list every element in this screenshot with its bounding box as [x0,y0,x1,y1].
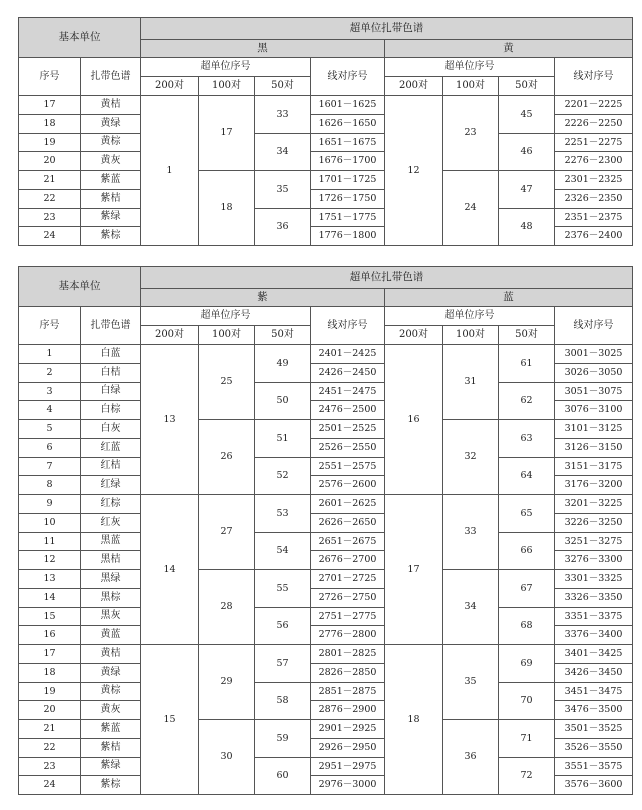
row-tie-color: 红绿 [81,476,141,495]
left-50-pairs-cell: 35 [255,171,311,209]
right-100-pairs-cell: 35 [443,645,499,720]
right-100-pairs-cell: 36 [443,720,499,795]
left-100-pairs-cell: 27 [199,495,255,570]
row-seq: 20 [19,152,81,171]
left-200-pairs-cell: 14 [141,495,199,645]
right-100-pairs-header: 100对 [443,77,499,96]
right-line-pair-range: 2376－2400 [555,227,633,246]
header-row-1 [19,267,633,289]
right-200-pairs-cell: 17 [385,495,443,645]
row-tie-color: 黄绿 [81,114,141,133]
row-seq: 23 [19,757,81,776]
left-line-pair-range: 1651－1675 [311,133,385,152]
left-200-pairs-header: 200对 [141,326,199,345]
table-row [19,720,633,739]
row-tie-color: 紫绿 [81,208,141,227]
super-unit-color-header: 超单位扎带色谱 [141,267,633,289]
left-line-pair-range: 2901－2925 [311,720,385,739]
left-line-pair-range: 2426－2450 [311,363,385,382]
right-50-pairs-cell: 65 [499,495,555,533]
row-tie-color: 紫棕 [81,776,141,795]
row-seq: 6 [19,438,81,457]
right-line-pair-range: 3501－3525 [555,720,633,739]
right-line-pair-range: 3051－3075 [555,382,633,401]
table-row [19,133,633,152]
row-seq: 17 [19,96,81,115]
table-row [19,495,633,514]
header-row-3 [19,307,633,326]
right-50-pairs-cell: 63 [499,420,555,458]
right-200-pairs-cell: 18 [385,645,443,795]
right-line-pair-header: 线对序号 [555,58,633,96]
left-line-pair-range: 2526－2550 [311,438,385,457]
left-50-pairs-cell: 52 [255,457,311,495]
right-100-pairs-cell: 24 [443,171,499,246]
super-unit-color-header: 超单位扎带色谱 [141,18,633,40]
header-row-1 [19,18,633,40]
left-line-pair-range: 2451－2475 [311,382,385,401]
right-50-pairs-cell: 64 [499,457,555,495]
left-50-pairs-cell: 49 [255,345,311,383]
row-seq: 9 [19,495,81,514]
left-200-pairs-cell: 15 [141,645,199,795]
left-50-pairs-cell: 57 [255,645,311,683]
right-line-pair-range: 3151－3175 [555,457,633,476]
right-line-pair-range: 2301－2325 [555,171,633,190]
right-50-pairs-cell: 61 [499,345,555,383]
left-100-pairs-cell: 28 [199,570,255,645]
right-line-pair-range: 3026－3050 [555,363,633,382]
right-line-pair-range: 3451－3475 [555,682,633,701]
right-50-pairs-cell: 45 [499,96,555,134]
row-seq: 5 [19,420,81,439]
left-line-pair-header: 线对序号 [311,58,385,96]
right-200-pairs-cell: 16 [385,345,443,495]
row-seq: 10 [19,513,81,532]
right-100-pairs-cell: 34 [443,570,499,645]
left-50-pairs-cell: 36 [255,208,311,246]
right-line-pair-range: 2326－2350 [555,189,633,208]
right-line-pair-range: 2276－2300 [555,152,633,171]
left-line-pair-range: 2601－2625 [311,495,385,514]
left-line-pair-range: 1776－1800 [311,227,385,246]
left-50-pairs-cell: 54 [255,532,311,570]
right-100-pairs-cell: 23 [443,96,499,171]
row-tie-color: 黄蓝 [81,626,141,645]
left-100-pairs-cell: 26 [199,420,255,495]
row-seq: 21 [19,720,81,739]
left-100-pairs-cell: 30 [199,720,255,795]
left-line-pair-range: 2951－2975 [311,757,385,776]
right-50-pairs-cell: 46 [499,133,555,171]
left-50-pairs-cell: 60 [255,757,311,795]
right-line-pair-range: 3476－3500 [555,701,633,720]
right-50-pairs-cell: 62 [499,382,555,420]
cable-table-2 [18,266,633,795]
left-100-pairs-header: 100对 [199,326,255,345]
row-tie-color: 黑棕 [81,588,141,607]
left-50-pairs-header: 50对 [255,326,311,345]
row-seq: 15 [19,607,81,626]
right-200-pairs-cell: 12 [385,96,443,246]
row-tie-color: 白灰 [81,420,141,439]
row-tie-color: 红桔 [81,457,141,476]
row-seq: 24 [19,227,81,246]
row-seq: 8 [19,476,81,495]
table-row [19,682,633,701]
row-seq: 3 [19,382,81,401]
right-line-pair-range: 3526－3550 [555,738,633,757]
left-line-pair-range: 2551－2575 [311,457,385,476]
header-row-3 [19,58,633,77]
left-line-pair-range: 2726－2750 [311,588,385,607]
seq-header: 序号 [19,58,81,96]
right-50-pairs-header: 50对 [499,77,555,96]
left-line-pair-range: 2776－2800 [311,626,385,645]
left-50-pairs-cell: 33 [255,96,311,134]
right-line-pair-range: 3551－3575 [555,757,633,776]
row-tie-color: 黑蓝 [81,532,141,551]
row-tie-color: 紫蓝 [81,720,141,739]
left-line-pair-range: 2501－2525 [311,420,385,439]
row-seq: 19 [19,682,81,701]
row-tie-color: 黄棕 [81,682,141,701]
left-line-pair-range: 2826－2850 [311,663,385,682]
left-100-pairs-cell: 18 [199,171,255,246]
row-tie-color: 黄绿 [81,663,141,682]
row-seq: 1 [19,345,81,364]
left-line-pair-range: 2801－2825 [311,645,385,664]
row-seq: 18 [19,114,81,133]
left-50-pairs-cell: 58 [255,682,311,720]
table-row [19,532,633,551]
row-seq: 16 [19,626,81,645]
right-50-pairs-cell: 47 [499,171,555,209]
row-tie-color: 黑灰 [81,607,141,626]
right-50-pairs-cell: 69 [499,645,555,683]
row-tie-color: 黄桔 [81,96,141,115]
table-row [19,607,633,626]
right-line-pair-header: 线对序号 [555,307,633,345]
row-seq: 21 [19,171,81,190]
row-tie-color: 紫蓝 [81,171,141,190]
right-line-pair-range: 2251－2275 [555,133,633,152]
left-line-pair-range: 2976－3000 [311,776,385,795]
left-50-pairs-cell: 34 [255,133,311,171]
left-line-pair-range: 2751－2775 [311,607,385,626]
row-tie-color: 紫桔 [81,189,141,208]
left-50-pairs-cell: 53 [255,495,311,533]
row-tie-color: 黄灰 [81,701,141,720]
right-line-pair-range: 3176－3200 [555,476,633,495]
row-tie-color: 黑绿 [81,570,141,589]
right-group-header: 黄 [385,40,633,58]
row-seq: 22 [19,189,81,208]
right-line-pair-range: 3426－3450 [555,663,633,682]
row-seq: 17 [19,645,81,664]
row-tie-color: 红棕 [81,495,141,514]
right-super-seq-header: 超单位序号 [385,58,555,77]
left-line-pair-range: 2476－2500 [311,401,385,420]
row-seq: 7 [19,457,81,476]
row-tie-color: 红灰 [81,513,141,532]
seq-header: 序号 [19,307,81,345]
left-line-pair-range: 2626－2650 [311,513,385,532]
left-super-seq-header: 超单位序号 [141,307,311,326]
table-row [19,345,633,364]
right-50-pairs-cell: 67 [499,570,555,608]
row-tie-color: 红蓝 [81,438,141,457]
row-seq: 20 [19,701,81,720]
right-line-pair-range: 3576－3600 [555,776,633,795]
left-50-pairs-header: 50对 [255,77,311,96]
left-200-pairs-header: 200对 [141,77,199,96]
right-50-pairs-cell: 72 [499,757,555,795]
left-line-pair-range: 2401－2425 [311,345,385,364]
right-line-pair-range: 3326－3350 [555,588,633,607]
left-line-pair-range: 1751－1775 [311,208,385,227]
right-line-pair-range: 3226－3250 [555,513,633,532]
left-50-pairs-cell: 50 [255,382,311,420]
right-line-pair-range: 3101－3125 [555,420,633,439]
row-seq: 18 [19,663,81,682]
left-200-pairs-cell: 13 [141,345,199,495]
left-group-header: 紫 [141,289,385,307]
left-100-pairs-cell: 17 [199,96,255,171]
right-50-pairs-cell: 71 [499,720,555,758]
left-line-pair-range: 1726－1750 [311,189,385,208]
right-line-pair-range: 3076－3100 [555,401,633,420]
right-50-pairs-header: 50对 [499,326,555,345]
row-tie-color: 黄棕 [81,133,141,152]
row-seq: 23 [19,208,81,227]
right-50-pairs-cell: 68 [499,607,555,645]
table-row [19,457,633,476]
right-100-pairs-cell: 31 [443,345,499,420]
table-row [19,171,633,190]
left-line-pair-range: 2851－2875 [311,682,385,701]
left-50-pairs-cell: 59 [255,720,311,758]
right-line-pair-range: 2201－2225 [555,96,633,115]
cable-table-1 [18,17,633,246]
right-group-header: 蓝 [385,289,633,307]
left-line-pair-range: 2676－2700 [311,551,385,570]
right-100-pairs-cell: 33 [443,495,499,570]
left-line-pair-range: 1701－1725 [311,171,385,190]
row-tie-color: 白蓝 [81,345,141,364]
table-row [19,757,633,776]
left-line-pair-range: 1601－1625 [311,96,385,115]
right-50-pairs-cell: 70 [499,682,555,720]
row-tie-color: 紫棕 [81,227,141,246]
tie-color-header: 扎带色谱 [81,307,141,345]
right-100-pairs-header: 100对 [443,326,499,345]
row-tie-color: 黑桔 [81,551,141,570]
row-tie-color: 黄灰 [81,152,141,171]
row-tie-color: 黄桔 [81,645,141,664]
left-line-pair-range: 2876－2900 [311,701,385,720]
left-line-pair-range: 1676－1700 [311,152,385,171]
left-line-pair-range: 2701－2725 [311,570,385,589]
right-line-pair-range: 3351－3375 [555,607,633,626]
row-seq: 12 [19,551,81,570]
left-100-pairs-cell: 29 [199,645,255,720]
left-line-pair-range: 1626－1650 [311,114,385,133]
right-line-pair-range: 3001－3025 [555,345,633,364]
left-line-pair-range: 2651－2675 [311,532,385,551]
right-line-pair-range: 3251－3275 [555,532,633,551]
table-row [19,208,633,227]
table-row [19,570,633,589]
right-line-pair-range: 3401－3425 [555,645,633,664]
row-tie-color: 紫桔 [81,738,141,757]
right-line-pair-range: 3201－3225 [555,495,633,514]
base-unit-header: 基本单位 [19,18,141,58]
right-line-pair-range: 3276－3300 [555,551,633,570]
right-50-pairs-cell: 48 [499,208,555,246]
right-super-seq-header: 超单位序号 [385,307,555,326]
left-line-pair-range: 2576－2600 [311,476,385,495]
left-100-pairs-cell: 25 [199,345,255,420]
left-group-header: 黑 [141,40,385,58]
tie-color-header: 扎带色谱 [81,58,141,96]
right-50-pairs-cell: 66 [499,532,555,570]
row-seq: 19 [19,133,81,152]
left-super-seq-header: 超单位序号 [141,58,311,77]
right-line-pair-range: 2226－2250 [555,114,633,133]
table-row [19,420,633,439]
row-seq: 14 [19,588,81,607]
table-row [19,382,633,401]
row-tie-color: 紫绿 [81,757,141,776]
row-seq: 13 [19,570,81,589]
left-line-pair-header: 线对序号 [311,307,385,345]
row-tie-color: 白棕 [81,401,141,420]
left-50-pairs-cell: 51 [255,420,311,458]
row-tie-color: 白桔 [81,363,141,382]
table-row [19,96,633,115]
right-line-pair-range: 3126－3150 [555,438,633,457]
right-line-pair-range: 3376－3400 [555,626,633,645]
right-200-pairs-header: 200对 [385,77,443,96]
row-tie-color: 白绿 [81,382,141,401]
row-seq: 24 [19,776,81,795]
base-unit-header: 基本单位 [19,267,141,307]
row-seq: 4 [19,401,81,420]
left-50-pairs-cell: 55 [255,570,311,608]
right-line-pair-range: 3301－3325 [555,570,633,589]
row-seq: 2 [19,363,81,382]
left-200-pairs-cell: 1 [141,96,199,246]
right-200-pairs-header: 200对 [385,326,443,345]
right-100-pairs-cell: 32 [443,420,499,495]
row-seq: 22 [19,738,81,757]
table-row [19,645,633,664]
left-line-pair-range: 2926－2950 [311,738,385,757]
right-line-pair-range: 2351－2375 [555,208,633,227]
row-seq: 11 [19,532,81,551]
left-100-pairs-header: 100对 [199,77,255,96]
left-50-pairs-cell: 56 [255,607,311,645]
